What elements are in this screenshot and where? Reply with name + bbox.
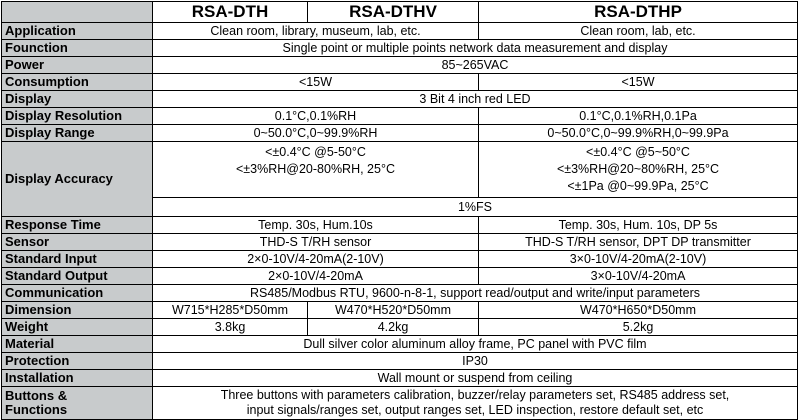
accuracy-dthp-hum: <±3%RH@20~80%RH, 25°C xyxy=(556,162,720,176)
model-rsa-dthv: RSA-DTHV xyxy=(308,2,479,23)
row-material xyxy=(2,336,798,353)
buttons-functions-line2: input signals/ranges set, output ranges set, LED inspection, restore default set, etc xyxy=(246,403,704,417)
buttons-functions-all xyxy=(153,387,798,420)
model-rsa-dth: RSA-DTH xyxy=(153,2,308,23)
label-weight: Weight xyxy=(2,319,153,336)
weight-dth: 3.8kg xyxy=(153,319,308,336)
label-function: Founction xyxy=(2,40,153,57)
row-installation xyxy=(2,370,798,387)
weight-dthv: 4.2kg xyxy=(308,319,479,336)
row-application xyxy=(2,23,798,40)
label-protection: Protection xyxy=(2,353,153,370)
row-sensor xyxy=(2,234,798,251)
row-display xyxy=(2,91,798,108)
dimension-dthv: W470*H520*D50mm xyxy=(308,302,479,319)
weight-dthp: 5.2kg xyxy=(479,319,798,336)
row-dimension xyxy=(2,302,798,319)
row-power xyxy=(2,57,798,74)
row-display-resolution xyxy=(2,108,798,125)
display-resolution-dthp: 0.1°C,0.1%RH,0.1Pa xyxy=(479,108,798,125)
display-range-dthp: 0~50.0°C,0~99.9%RH,0~99.9Pa xyxy=(479,125,798,142)
label-buttons-line1: Buttons & xyxy=(5,388,68,403)
accuracy-dthp-pressure: <±1Pa @0~99.9Pa, 25°C xyxy=(567,179,709,193)
function-all: Single point or multiple points network data measurement and display xyxy=(153,40,798,57)
label-application: Application xyxy=(2,23,153,40)
dimension-dth: W715*H285*D50mm xyxy=(153,302,308,319)
label-material: Material xyxy=(2,336,153,353)
display-all: 3 Bit 4 inch red LED xyxy=(153,91,798,108)
material-all: Dull silver color aluminum alloy frame, PC panel with PVC film xyxy=(153,336,798,353)
row-consumption xyxy=(2,74,798,91)
consumption-dthp: <15W xyxy=(479,74,798,91)
response-time-dth-dthv: Temp. 30s, Hum.10s xyxy=(153,217,479,234)
header-row xyxy=(2,2,798,23)
row-display-range xyxy=(2,125,798,142)
row-weight xyxy=(2,319,798,336)
display-accuracy-dth-dthv xyxy=(153,142,479,198)
label-display-resolution: Display Resolution xyxy=(2,108,153,125)
row-display-accuracy xyxy=(2,142,798,198)
buttons-functions-line1: Three buttons with parameters calibration, buzzer/relay parameters set, RS485 address set, xyxy=(220,388,730,402)
label-standard-input: Standard Input xyxy=(2,251,153,268)
accuracy-dth-temp: <±0.4°C @5-50°C xyxy=(265,145,366,159)
label-sensor: Sensor xyxy=(2,234,153,251)
label-installation: Installation xyxy=(2,370,153,387)
application-dthp: Clean room, lab, etc. xyxy=(479,23,798,40)
label-display-range: Display Range xyxy=(2,125,153,142)
display-resolution-dth-dthv: 0.1°C,0.1%RH xyxy=(153,108,479,125)
row-standard-input xyxy=(2,251,798,268)
label-consumption: Consumption xyxy=(2,74,153,91)
sensor-dthp: THD-S T/RH sensor, DPT DP transmitter xyxy=(479,234,798,251)
label-buttons-line2: Functions xyxy=(5,402,68,417)
label-dimension: Dimension xyxy=(2,302,153,319)
protection-all: IP30 xyxy=(153,353,798,370)
row-standard-output xyxy=(2,268,798,285)
row-buttons-functions xyxy=(2,387,798,420)
response-time-dthp: Temp. 30s, Hum. 10s, DP 5s xyxy=(479,217,798,234)
consumption-dth-dthv: <15W xyxy=(153,74,479,91)
standard-input-dthp: 3×0-10V/4-20mA(2-10V) xyxy=(479,251,798,268)
spec-table xyxy=(1,1,798,420)
label-display-accuracy: Display Accuracy xyxy=(2,142,153,217)
display-accuracy-dthp xyxy=(479,142,798,198)
sensor-dth-dthv: THD-S T/RH sensor xyxy=(153,234,479,251)
display-range-dth-dthv: 0~50.0°C,0~99.9%RH xyxy=(153,125,479,142)
model-rsa-dthp: RSA-DTHP xyxy=(479,2,798,23)
accuracy-dthp-temp: <±0.4°C @5~50°C xyxy=(586,145,690,159)
application-dth-dthv: Clean room, library, museum, lab, etc. xyxy=(153,23,479,40)
label-response-time: Response Time xyxy=(2,217,153,234)
header-corner xyxy=(2,2,153,23)
label-communication: Communication xyxy=(2,285,153,302)
label-buttons-functions xyxy=(2,387,153,420)
standard-input-dth-dthv: 2×0-10V/4-20mA(2-10V) xyxy=(153,251,479,268)
standard-output-dth-dthv: 2×0-10V/4-20mA xyxy=(153,268,479,285)
display-accuracy-fs: 1%FS xyxy=(153,198,798,217)
row-function xyxy=(2,40,798,57)
power-all: 85~265VAC xyxy=(153,57,798,74)
label-power: Power xyxy=(2,57,153,74)
dimension-dthp: W470*H650*D50mm xyxy=(479,302,798,319)
installation-all: Wall mount or suspend from ceiling xyxy=(153,370,798,387)
row-communication xyxy=(2,285,798,302)
accuracy-dth-hum: <±3%RH@20-80%RH, 25°C xyxy=(236,162,395,176)
communication-all: RS485/Modbus RTU, 9600-n-8-1, support read/output and write/input parameters xyxy=(153,285,798,302)
label-standard-output: Standard Output xyxy=(2,268,153,285)
standard-output-dthp: 3×0-10V/4-20mA xyxy=(479,268,798,285)
row-protection xyxy=(2,353,798,370)
label-display: Display xyxy=(2,91,153,108)
row-response-time xyxy=(2,217,798,234)
